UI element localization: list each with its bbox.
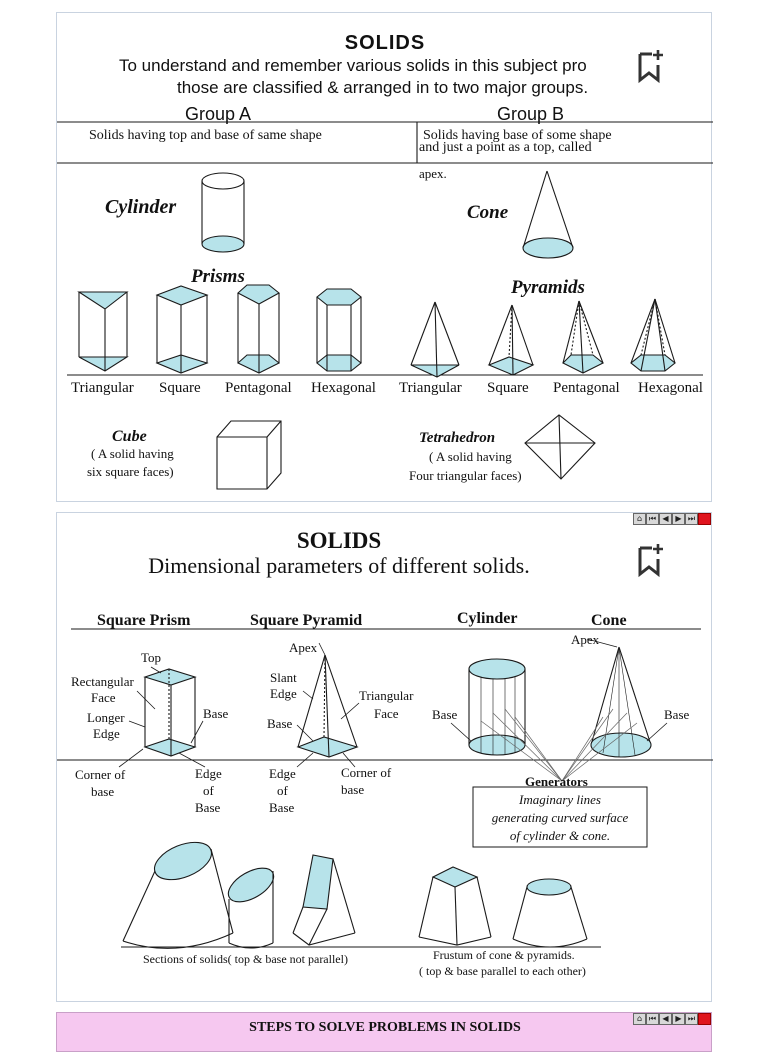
tetrahedron-figure [525,415,595,479]
hexagonal-prism-figure [317,289,361,371]
home-icon[interactable]: ⌂ [633,1013,646,1025]
cone-diagram [587,639,667,757]
prism-label-edge-2: of [203,783,214,798]
slide2-figures [57,513,713,1003]
generators-desc-3: of cylinder & cone. [509,828,611,843]
pyramid-label-tri-face-1: Triangular [359,688,414,703]
frustum-pyramid-figure [419,867,491,945]
cone-label-apex: Apex [571,632,600,647]
pyramid-label-tri-face-2: Face [374,706,399,721]
first-icon[interactable]: ⏮ [646,513,659,525]
last-icon[interactable]: ⏭ [685,1013,698,1025]
home-icon[interactable]: ⌂ [633,513,646,525]
frustum-caption-1: Frustum of cone & pyramids. [433,948,575,962]
group-a-heading: Group A [185,104,252,124]
next-icon[interactable]: ▶ [672,1013,685,1025]
tetrahedron-description-1: ( A solid having [429,449,512,464]
first-icon[interactable]: ⏮ [646,1013,659,1025]
pyramid-label-corner-1: Corner of [341,765,392,780]
prev-icon[interactable]: ◀ [659,513,672,525]
prism-label-corner-1: Corner of [75,767,126,782]
square-pyramid-diagram [297,643,359,767]
tetrahedron-description-2: Four triangular faces) [409,468,522,483]
cone-label-base: Base [664,707,690,722]
pyramid-type-hexagonal: Hexagonal [638,380,703,396]
section-cylinder-figure [223,861,279,948]
prism-label-base: Base [203,706,229,721]
prism-label-rect-face-1: Rectangular [71,674,134,689]
slide-dimensional-parameters [56,512,712,1002]
slide1-intro-line2: those are classified & arranged in to two major groups. [177,78,589,97]
pyramid-label-slant-2: Edge [270,686,297,701]
slide2-title: SOLIDS [296,528,382,553]
sections-caption: Sections of solids( top & base not parallel) [143,952,348,966]
slide1-intro-line1: To understand and remember various solids in this subject pro [119,56,587,75]
cube-figure [217,421,281,489]
pyramid-label-edge-1: Edge [269,766,296,781]
pyramid-label-edge-3: Base [269,800,295,815]
pyramids-label: Pyramids [511,277,585,298]
slide3-title: STEPS TO SOLVE PROBLEMS IN SOLIDS [249,1020,521,1035]
heading-square-prism: Square Prism [97,612,191,629]
pyramid-label-corner-2: base [341,782,365,797]
generators-desc-1: Imaginary lines [519,792,601,807]
hexagonal-pyramid-figure [631,299,675,371]
frustum-caption-2: ( top & base parallel to each other) [419,964,586,978]
prev-icon[interactable]: ◀ [659,1013,672,1025]
pyramid-label-base: Base [267,716,293,731]
last-icon[interactable]: ⏭ [685,513,698,525]
slide-steps-to-solve [56,1012,712,1052]
pyramid-label-slant-1: Slant [270,670,297,685]
generators-desc-2: generating curved surface [491,810,629,825]
section-pyramid-figure [293,855,355,945]
prisms-label: Prisms [191,266,245,287]
cylinder-diagram [451,659,525,755]
prism-type-hexagonal: Hexagonal [311,380,376,396]
slide2-subtitle: Dimensional parameters of different solids. [148,553,530,578]
prism-label-longer-edge-1: Longer [87,710,125,725]
cone-label: Cone [467,202,509,223]
pyramid-type-pentagonal: Pentagonal [553,380,620,396]
square-pyramid-figure [489,305,533,375]
slide-solids-groups [56,12,712,502]
next-icon[interactable]: ▶ [672,513,685,525]
triangular-prism-figure [79,292,127,371]
slide1-title: SOLIDS [344,32,426,54]
heading-cylinder: Cylinder [457,610,518,627]
prism-label-rect-face-2: Face [91,690,116,705]
cube-label: Cube [112,428,147,445]
pentagonal-pyramid-figure [563,301,603,373]
prism-label-edge-1: Edge [195,766,222,781]
pyramid-type-square: Square [487,380,529,396]
triangular-pyramid-figure [411,302,459,377]
cylinder-label: Cylinder [105,196,177,218]
cube-description-2: six square faces) [87,464,174,479]
section-cone-figure [123,835,233,948]
prism-label-longer-edge-2: Edge [93,726,120,741]
square-prism-figure [157,286,207,373]
group-b-heading: Group B [497,104,565,124]
prism-type-triangular: Triangular [71,380,134,396]
group-b-description-2: and just a point as a top, called [419,140,592,155]
cube-description-1: ( A solid having [91,446,174,461]
cone-figure [523,171,573,258]
heading-cone: Cone [591,612,627,629]
pyramid-type-triangular: Triangular [399,380,462,396]
prism-label-top: Top [141,650,162,665]
pyramid-label-apex: Apex [289,640,318,655]
prism-label-edge-3: Base [195,800,221,815]
bookmark-plus-icon[interactable] [637,543,663,577]
prism-label-corner-2: base [91,784,115,799]
prism-type-square: Square [159,380,201,396]
tetrahedron-label: Tetrahedron [419,430,496,446]
pentagonal-prism-figure [238,285,279,373]
generators-label: Generators [525,774,588,789]
cylinder-figure [202,173,244,252]
frustum-cone-figure [513,879,587,947]
group-a-description: Solids having top and base of same shape [89,128,322,143]
heading-square-pyramid: Square Pyramid [250,612,363,629]
group-b-description-3: apex. [419,166,447,181]
pyramid-label-edge-2: of [277,783,288,798]
group-b-description-1: Solids having base of some shape [423,128,612,143]
bookmark-plus-icon[interactable] [637,49,663,83]
cylinder-label-base: Base [432,707,458,722]
prism-type-pentagonal: Pentagonal [225,380,292,396]
